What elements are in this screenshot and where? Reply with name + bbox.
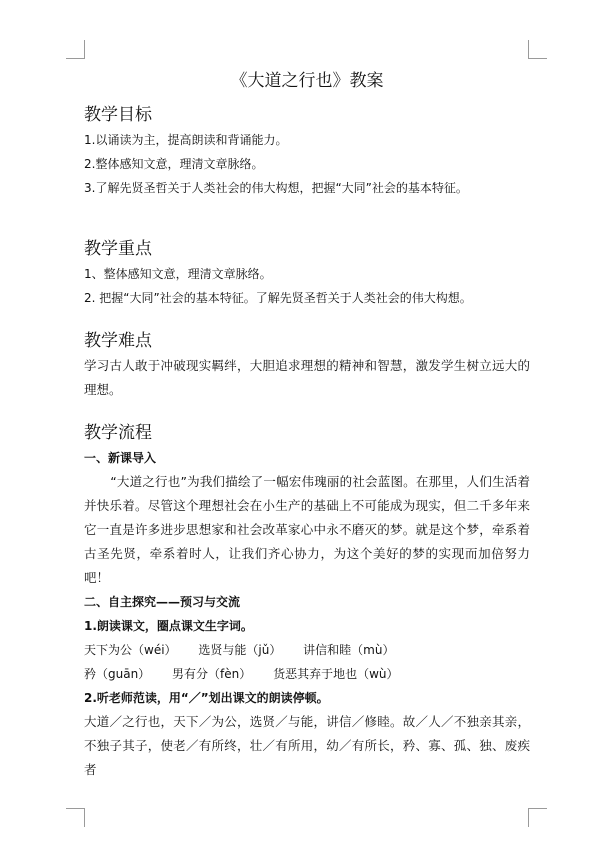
pinyin-row [84,638,530,662]
section-heading-explore: 二、自主探究——预习与交流 [84,595,241,609]
pinyin-item: 货恶其弃于地也（wù） [273,667,399,681]
objective-item: 3.了解先贤圣哲关于人类社会的伟大构想，把握“大同”社会的基本特征。 [84,181,468,195]
pause-marked-text: 大道／之行也，天下／为公，选贤／与能，讲信／修睦。故／人／不独亲其亲，不独子其子，使老／有所终，壮／有所用，幼／有所长，矜、寡、孤、独、废疾者 [84,714,530,777]
objective-item: 2.整体感知文意，理清文章脉络。 [84,157,264,171]
document-body [84,62,530,782]
crop-mark-top-left [66,40,85,59]
pinyin-item: 天下为公（wéi） [84,643,177,657]
step-mark-pauses: 2.听老师范读，用“／”划出课文的朗读停顿。 [84,691,329,705]
difficulties-text: 学习古人敢于冲破现实羁绊，大胆追求理想的精神和智慧，激发学生树立远大的理想。 [84,358,530,397]
objective-item: 1.以诵读为主，提高朗读和背诵能力。 [84,133,288,147]
heading-objectives: 教学目标 [84,105,152,125]
pinyin-item: 矜（guān） [84,667,151,681]
step-read-aloud: 1.朗读课文，圈点课文生字词。 [84,619,253,633]
crop-mark-top-right [528,40,547,59]
section-heading-intro: 一、新课导入 [84,451,157,465]
key-point-item: 1、整体感知文意，理清文章脉络。 [84,267,272,281]
crop-mark-bottom-right [528,808,547,827]
heading-key-points: 教学重点 [84,239,152,259]
pinyin-item: 讲信和睦（mù） [303,643,395,657]
pinyin-row [84,662,530,686]
pinyin-item: 男有分（fèn） [172,667,252,681]
pinyin-item: 选贤与能（jǔ） [198,643,282,657]
heading-process: 教学流程 [84,423,152,443]
intro-paragraph: “大道之行也”为我们描绘了一幅宏伟瑰丽的社会蓝图。在那里，人们生活着并快乐着。尽管这个理想社会在小生产的基础上不可能成为现实，但二千多年来它一直是许多进步思想家和社会改革家心中永不磨灭的梦。就是这个梦，牵系着古圣先贤，牵系着时人，让我们齐心协力，为这个美好的梦的实现而加倍努力吧！ [84,474,530,585]
document-title: 《大道之行也》教案 [230,71,384,91]
key-point-item: 2. 把握“大同”社会的基本特征。了解先贤圣哲关于人类社会的伟大构想。 [84,291,472,305]
crop-mark-bottom-left [66,808,85,827]
heading-difficulties: 教学难点 [84,331,152,351]
